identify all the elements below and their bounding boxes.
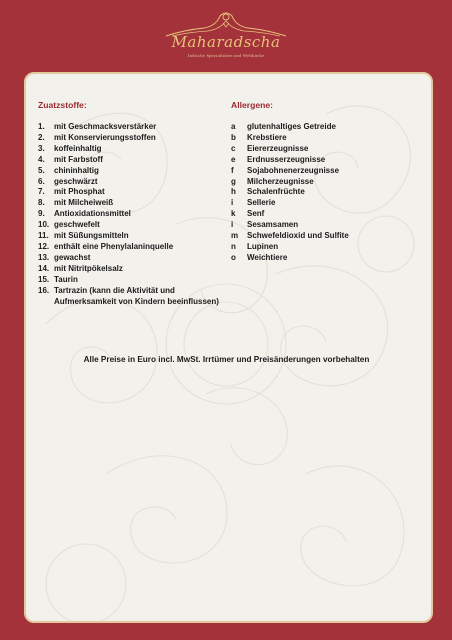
list-item xyxy=(38,209,228,220)
list-item-marker: 8. xyxy=(38,198,45,208)
list-item-text: Antioxidationsmittel xyxy=(54,209,131,219)
legend-card xyxy=(24,72,433,623)
list-item xyxy=(231,209,421,220)
list-item-marker: 15. xyxy=(38,274,50,284)
list-item-text: gewachst xyxy=(54,252,91,262)
list-item-text: geschwefelt xyxy=(54,220,100,230)
list-item-text: Schwefeldioxid und Sulfite xyxy=(247,231,349,241)
list-item-text: mit Geschmacksverstärker xyxy=(54,122,157,131)
list-item-text: mit Nitritpökelsalz xyxy=(54,263,123,273)
list-item-marker: 5. xyxy=(38,165,45,175)
list-item-marker: n xyxy=(231,241,236,251)
list-item xyxy=(38,133,228,144)
header xyxy=(0,0,452,68)
list-item xyxy=(38,144,228,155)
list-item xyxy=(231,187,421,198)
list-item xyxy=(38,220,228,231)
list-item xyxy=(38,155,228,166)
list-item xyxy=(231,155,421,166)
additives-list xyxy=(38,122,228,307)
list-item-marker: 10. xyxy=(38,220,50,230)
list-item-marker: 3. xyxy=(38,143,45,153)
list-item xyxy=(231,220,421,231)
list-item xyxy=(38,122,228,133)
list-item-text: Milcherzeugnisse xyxy=(247,176,314,186)
list-item xyxy=(38,253,228,264)
price-disclaimer: Alle Preise in Euro incl. MwSt. Irrtümer und Preisänderungen vorbehalten xyxy=(83,355,370,364)
list-item-text: Krebstiere xyxy=(247,132,287,142)
list-item-text: Taurin xyxy=(54,274,78,284)
list-item-text: enthält eine Phenylalaninquelle xyxy=(54,241,174,251)
list-item-marker: e xyxy=(231,154,236,164)
list-item-text: Senf xyxy=(247,209,265,219)
list-item xyxy=(38,166,228,177)
list-item xyxy=(38,275,228,286)
list-item-text: geschwärzt xyxy=(54,176,98,186)
additives-heading: Zuatzstoffe: xyxy=(38,100,87,110)
logo-wordmark: Maharadscha xyxy=(171,33,281,51)
restaurant-logo xyxy=(160,6,292,62)
list-item-text: glutenhaltiges Getreide xyxy=(247,122,336,131)
list-item xyxy=(231,133,421,144)
list-item-text: mit Farbstoff xyxy=(54,154,103,164)
list-item xyxy=(38,187,228,198)
list-item xyxy=(231,144,421,155)
list-item-marker: 1. xyxy=(38,122,45,131)
list-item-marker: b xyxy=(231,132,236,142)
list-item-text: koffeinhaltig xyxy=(54,143,102,153)
allergens-list xyxy=(231,122,421,264)
list-item-text: Sellerie xyxy=(247,198,276,208)
logo-tagline: Indische Spezialitäten und Weltküche xyxy=(187,53,265,58)
list-item xyxy=(38,198,228,209)
list-item-marker: c xyxy=(231,143,236,153)
list-item xyxy=(38,286,228,308)
list-item xyxy=(231,231,421,242)
list-item-marker: f xyxy=(231,165,234,175)
list-item-text: Weichtiere xyxy=(247,252,288,262)
list-item-marker: 11. xyxy=(38,231,49,241)
list-item-text: Schalenfrüchte xyxy=(247,187,305,197)
list-item xyxy=(38,264,228,275)
list-item xyxy=(231,122,421,133)
list-item-text: Lupinen xyxy=(247,241,279,251)
list-item-text: Erdnusserzeugnisse xyxy=(247,154,326,164)
list-item xyxy=(38,231,228,242)
list-item-text: mit Milcheiweiß xyxy=(54,198,114,208)
list-item-marker: i xyxy=(231,198,234,208)
list-item-text: mit Phosphat xyxy=(54,187,105,197)
list-item-marker: i xyxy=(231,220,234,230)
list-item-text: mit Süßungsmitteln xyxy=(54,231,129,241)
list-item-marker: 4. xyxy=(38,154,45,164)
list-item xyxy=(231,242,421,253)
list-item-text: Sojabohnenerzeugnisse xyxy=(247,165,340,175)
list-item-marker: 6. xyxy=(38,176,45,186)
list-item-marker: k xyxy=(231,209,236,219)
allergens-heading: Allergene: xyxy=(231,100,274,110)
list-item-marker: a xyxy=(231,122,236,131)
list-item-marker: g xyxy=(231,176,236,186)
list-item-marker: 16. xyxy=(38,285,50,295)
list-item-text: mit Konservierungsstoffen xyxy=(54,132,156,142)
list-item-marker: 14. xyxy=(38,263,50,273)
list-item-text: chininhaltig xyxy=(54,165,99,175)
list-item-marker: m xyxy=(231,231,239,241)
list-item xyxy=(231,253,421,264)
list-item-marker: 2. xyxy=(38,132,45,142)
list-item-marker: 9. xyxy=(38,209,45,219)
list-item-marker: h xyxy=(231,187,236,197)
list-item xyxy=(38,177,228,188)
list-item-text: Sesamsamen xyxy=(247,220,299,230)
list-item-text: Tartrazin (kann die Aktivität und Aufmerksamkeit von Kindern beeinflussen) xyxy=(54,285,219,306)
list-item xyxy=(231,198,421,209)
list-item xyxy=(231,166,421,177)
list-item-marker: 13. xyxy=(38,252,50,262)
list-item-marker: 12. xyxy=(38,241,50,251)
list-item-marker: 7. xyxy=(38,187,45,197)
list-item xyxy=(231,177,421,188)
list-item xyxy=(38,242,228,253)
list-item-marker: o xyxy=(231,252,236,262)
list-item-text: Eiererzeugnisse xyxy=(247,143,309,153)
